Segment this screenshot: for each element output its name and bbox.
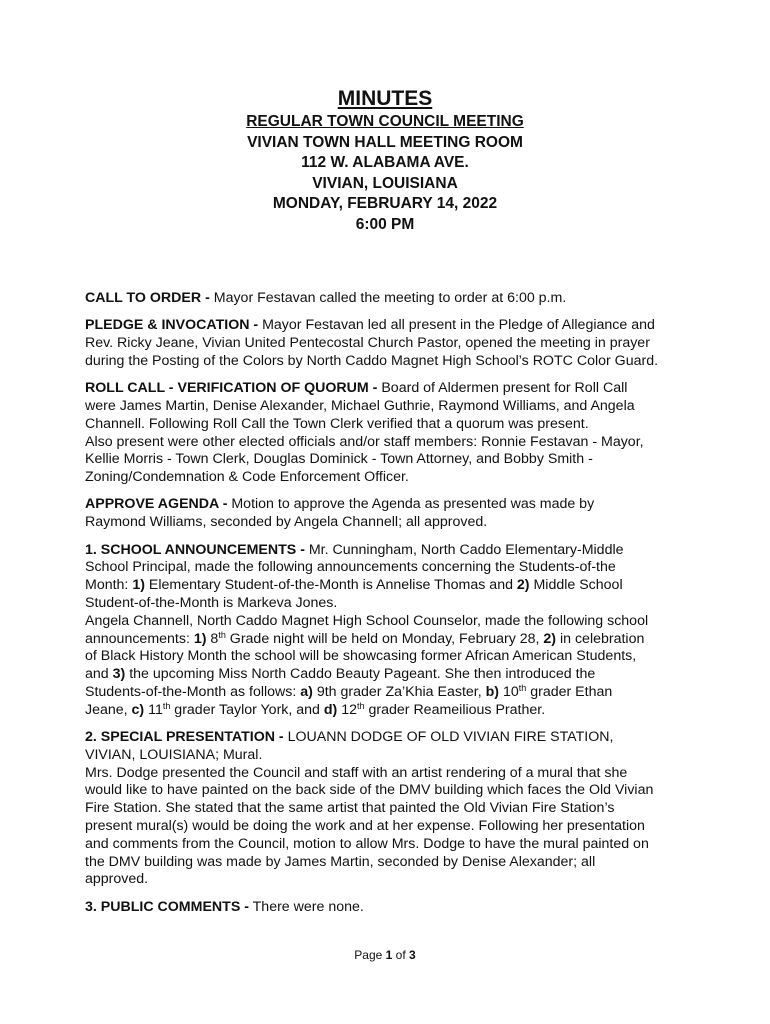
special-text-line: the DMV building was made by James Martin, seconded by Denise Alexander; all: [85, 853, 596, 870]
pledge-section: [85, 317, 705, 370]
school-text-line: of Black History Month the school will be showcasing former African American Students,: [85, 648, 637, 665]
page-number: 1: [385, 948, 393, 962]
school-announcements-heading: 1. SCHOOL ANNOUNCEMENTS -: [85, 541, 305, 558]
approve-agenda-text-line: Motion to approve the Agenda as presented was made by: [227, 496, 595, 513]
school-text-line: School Principal, made the following announcements concerning the Students-of-the: [85, 559, 616, 576]
special-presentation-section: [85, 729, 705, 889]
approve-agenda-text-line: Raymond Williams, seconded by Angela Channell; all approved.: [85, 514, 488, 531]
call-to-order-section: [85, 290, 705, 308]
page-footer: [0, 948, 770, 962]
special-text-line: present mural(s) would be doing the work and at her expense. Following her presentation: [85, 818, 645, 835]
meeting-date: MONDAY, FEBRUARY 14, 2022: [272, 195, 498, 213]
roll-call-text-line: Zoning/Condemnation & Code Enforcement Officer.: [85, 469, 409, 486]
school-text-line: and 3) the upcoming Miss North Caddo Beauty Pageant. She then introduced the: [85, 666, 596, 683]
special-text-line: VIVIAN, LOUISIANA; Mural.: [85, 746, 263, 763]
roll-call-text-line: Also present were other elected officials and/or staff members: Ronnie Festavan - Mayor,: [85, 433, 644, 450]
special-text-line: Fire Station. She stated that the same artist that painted the Old Vivian Fire Station’s: [85, 800, 615, 817]
special-text-line: approved.: [85, 871, 149, 888]
roll-call-heading: ROLL CALL - VERIFICATION OF QUORUM -: [85, 380, 378, 397]
pledge-heading: PLEDGE & INVOCATION -: [85, 317, 259, 334]
call-to-order-text: Mayor Festavan called the meeting to order at 6:00 p.m.: [209, 290, 567, 306]
meeting-type: REGULAR TOWN COUNCIL MEETING: [246, 113, 524, 130]
public-comments-section: [85, 899, 705, 917]
roll-call-text-line: Kellie Morris - Town Clerk, Douglas Dominick - Town Attorney, and Bobby Smith -: [85, 451, 593, 468]
school-announcements-section: [85, 542, 705, 720]
call-to-order-heading: CALL TO ORDER -: [85, 290, 210, 306]
school-text-line: Mr. Cunningham, North Caddo Elementary-Middle: [304, 541, 624, 558]
meeting-header: [0, 86, 770, 236]
school-text-line: announcements: 1) 8th Grade night will be held on Monday, February 28, 2) in celebration: [85, 629, 645, 647]
pledge-text-line: during the Posting of the Colors by North Caddo Magnet High School’s ROTC Color Guard.: [85, 352, 659, 369]
roll-call-text-line: Channell. Following Roll Call the Town Clerk verified that a quorum was present.: [85, 415, 589, 432]
special-text-line: would like to have painted on the back side of the DMV building which faces the Old Vivian: [85, 782, 654, 799]
school-text-line: Month: 1) Elementary Student-of-the-Month is Annelise Thomas and 2) Middle School: [85, 577, 623, 594]
approve-agenda-heading: APPROVE AGENDA -: [85, 496, 228, 513]
school-text-line: Angela Channell, North Caddo Magnet High School Counselor, made the following school: [85, 612, 649, 629]
special-text-line: Mrs. Dodge presented the Council and staff with an artist rendering of a mural that she: [85, 764, 628, 781]
meeting-time: 6:00 PM: [355, 215, 415, 233]
public-comments-text: There were none.: [248, 898, 364, 915]
school-text-line: Student-of-the-Month is Markeva Jones.: [85, 594, 338, 611]
minutes-body: [85, 290, 705, 926]
roll-call-text-line: Board of Aldermen present for Roll Call: [377, 380, 628, 397]
page-of-label: of: [392, 948, 410, 962]
roll-call-text-line: were James Martin, Denise Alexander, Michael Guthrie, Raymond Williams, and Angela: [85, 397, 635, 414]
meeting-city: VIVIAN, LOUISIANA: [312, 174, 458, 192]
school-text-line: Students-of-the-Month as follows: a) 9th grader Za’Khia Easter, b) 10th grader Ethan: [85, 682, 613, 700]
document-title: MINUTES: [337, 87, 433, 110]
special-text-line: LOUANN DODGE OF OLD VIVIAN FIRE STATION,: [283, 729, 614, 746]
approve-agenda-section: [85, 496, 705, 532]
meeting-address: 112 W. ALABAMA AVE.: [301, 154, 469, 172]
special-text-line: and comments from the Council, motion to allow Mrs. Dodge to have the mural painted on: [85, 835, 649, 852]
special-presentation-heading: 2. SPECIAL PRESENTATION -: [85, 729, 284, 746]
pledge-text-line: Mayor Festavan led all present in the Pledge of Allegiance and: [258, 317, 655, 334]
public-comments-heading: 3. PUBLIC COMMENTS -: [85, 898, 249, 915]
school-text-line: Jeane, c) 11th grader Taylor York, and d) 12th grader Reameilious Prather.: [85, 700, 546, 718]
roll-call-section: [85, 380, 705, 487]
meeting-location: VIVIAN TOWN HALL MEETING ROOM: [247, 133, 523, 151]
page-label: Page: [354, 948, 386, 962]
page-total: 3: [409, 948, 416, 962]
pledge-text-line: Rev. Ricky Jeane, Vivian United Pentecostal Church Pastor, opened the meeting in prayer: [85, 335, 650, 352]
